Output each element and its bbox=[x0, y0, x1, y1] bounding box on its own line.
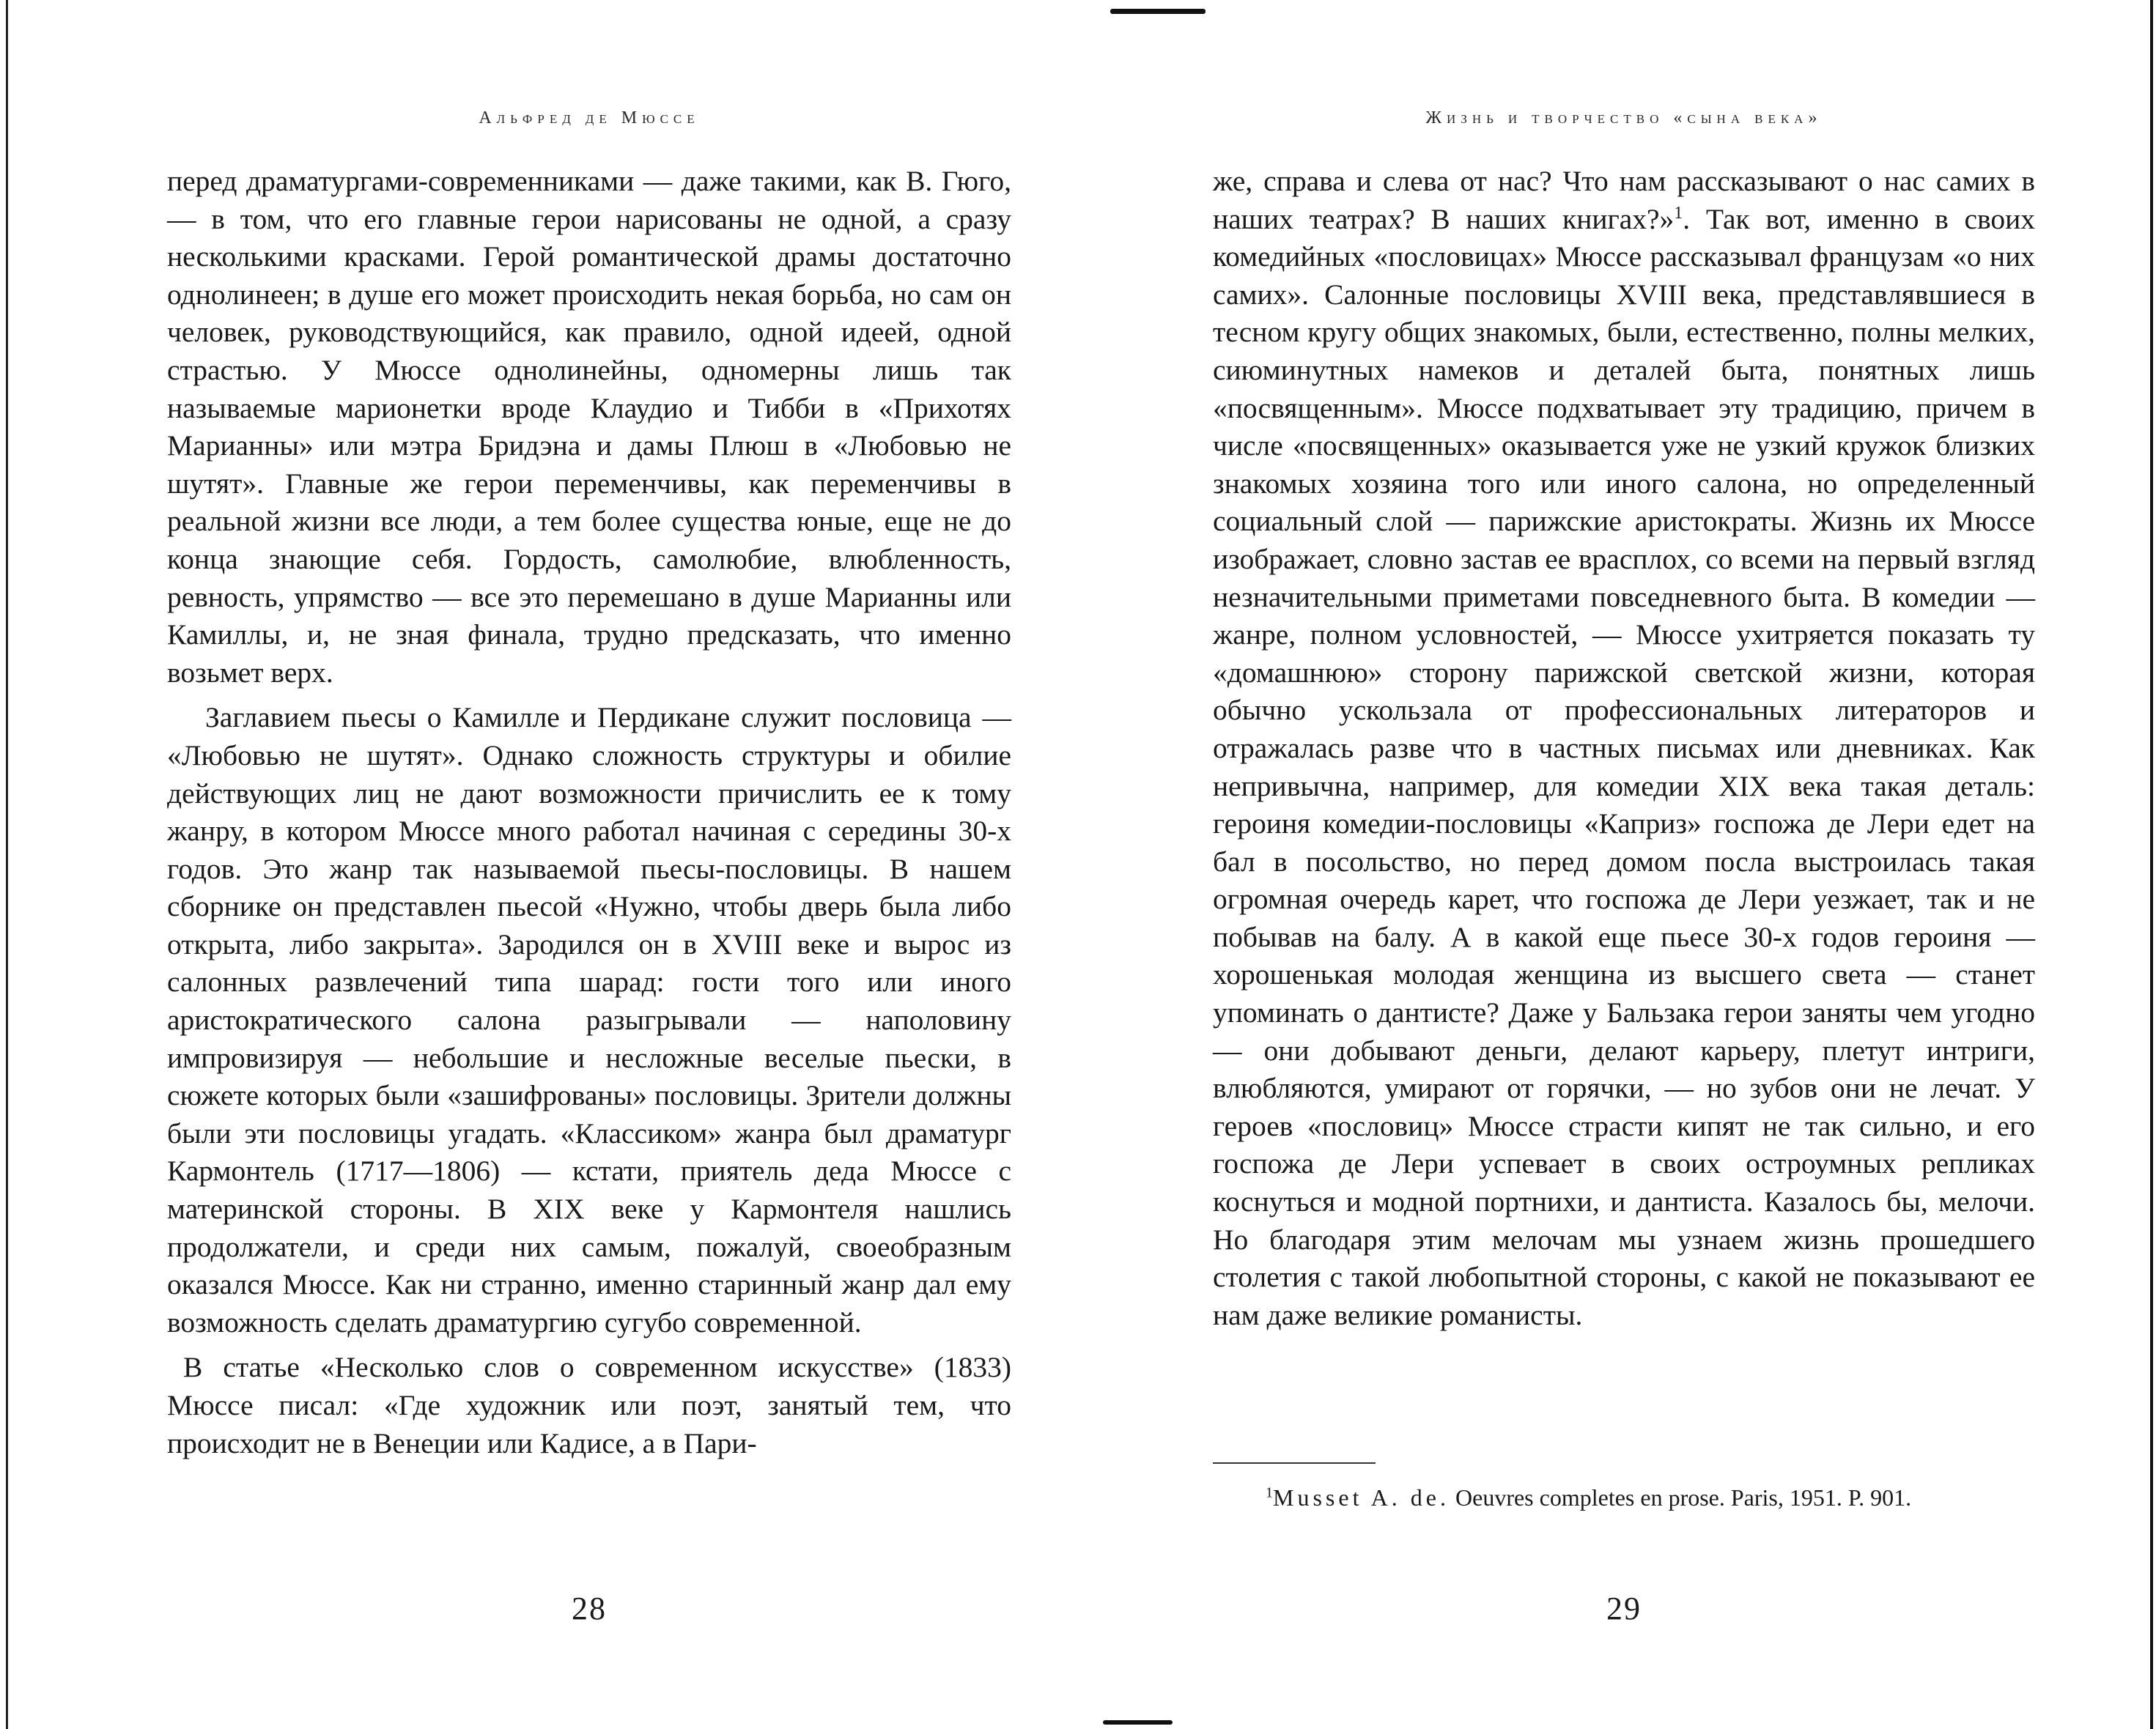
running-head-left: Альфред де Мюссе bbox=[479, 108, 700, 127]
footnote-reference: 1 bbox=[1674, 203, 1683, 223]
paragraph-part: . Так вот, именно в своих комедийных «пословицах» Мюссе рассказывал французам «о них самих». Салонные пословицы XVIII века, представлявшиеся в тесном кругу общих знакомых, были, естественно, полны мелких, сиюминутных намеков и деталей быта, понятных лишь «посвященным». Мюссе подхватывает эту традицию, причем в числе «посвященных» оказывается уже не узкий кружок близких знакомых хозяина того или иного салона, но определенный социальный слой — парижские аристократы. Жизнь их Мюссе изображает, словно застав ее врасплох, со всеми на первый взгляд незначительными приметами повседневного быта. В комедии — жанре, полном условностей, — Мюссе ухитряется показать ту «домашнюю» сторону парижской светской жизни, которая обычно ускользала от профессиональных литераторов и отражалась разве что в частных письмах или дневниках. Как непривычна, например, для комедии XIX века такая деталь: героиня комедии-пословицы «Каприз» госпожа де Лери едет на бал в посольство, но перед домом посла выстроилась такая огромная очередь карет, что госпожа де Лери уезжает, так и не побывав на балу. А в какой еще пьесе 30-х годов героиня — хорошенькая молодая женщина из высшего света — станет упоминать о дантисте? Даже у Бальзака герои заняты чем угодно — они добывают деньги, делают карьеру, плетут интриги, влюбляются, умирают от горячки, — но зубов они не лечат. У героев «пословиц» Мюссе страсти кипят не так сильно, и его госпожа де Лери успевает в своих остроумных репликах коснуться и модной портнихи, и дантиста. Казалось бы, мелочи. Но благодаря этим мелочам мы узнаем жизнь прошедшего столетия с такой любопытной стороны, с какой не показывают ее нам даже великие романисты. bbox=[1213, 202, 2036, 1331]
paragraph: Заглавием пьесы о Камилле и Пердикане служит пословица — «Любовью не шутят». Однако сложность структуры и обилие действующих лиц не дают возможности причислить ее к тому жанру, в котором Мюссе много работал начиная с середины 30-х годов. Это жанр так называемой пьесы-пословицы. В нашем сборнике он представлен пьесой «Нужно, чтобы дверь была либо открыта, либо закрыта». Зародился он в XVIII веке и вырос из салонных развлечений типа шарад: гости того или иного аристократического салона разыгрывали — наполовину импровизируя — небольшие и несложные веселые пьески, в сюжете которых были «зашифрованы» пословицы. Зрители должны были эти пословицы угадать. «Классиком» жанра был драматург Кармонтель (1717—1806) — кстати, приятель деда Мюссе с материнской стороны. В XIX веке у Кармонтеля нашлись продолжатели, и среди них самым, пожалуй, своеобразным оказался Мюссе. Как ни странно, именно старинный жанр дал ему возможность сделать драматургию сугубо современной. bbox=[167, 701, 1011, 1339]
paragraph bbox=[1213, 163, 2035, 1334]
footnote bbox=[1213, 1481, 2035, 1514]
page-edge-right bbox=[2150, 0, 2153, 1729]
footnote-author: Musset A. de. bbox=[1273, 1484, 1450, 1511]
right-page-text bbox=[1213, 163, 2035, 1334]
footnote-divider bbox=[1213, 1462, 1376, 1464]
paragraph: В статье «Несколько слов о современном искусстве» (1833) Мюссе писал: «Где художник или поэт, занятый тем, что происходит не в Венеции или Кадисе, а в Пари- bbox=[167, 1351, 1011, 1459]
running-head-right: Жизнь и творчество «сына века» bbox=[1425, 108, 1823, 127]
footnote-text: Oeuvres completes en prose. Paris, 1951. P. 901. bbox=[1450, 1484, 1912, 1511]
scan-mark-top bbox=[1110, 9, 1206, 14]
scan-mark-bottom bbox=[1103, 1720, 1173, 1725]
paragraph: перед драматургами-современниками — даже такими, как В. Гюго, — в том, что его главные герои нарисованы не одной, а сразу несколькими красками. Герой романтической драмы достаточно однолинеен; в душе его может происходить некая борьба, но сам он человек, руководствующийся, как правило, одной идеей, одной страстью. У Мюссе однолинейны, одномерны лишь так называемые марионетки вроде Клаудио и Тибби в «Прихотях Марианны» или мэтра Бридэна и дамы Плюш в «Любовью не шутят». Главные же герои переменчивы, как переменчивы в реальной жизни все люди, а тем более существа юные, еще не до конца знающие себя. Гордость, самолюбие, влюбленность, ревность, упрямство — все это перемешано в душе Марианны или Камиллы, и, не зная финала, трудно предсказать, что именно возьмет верх. bbox=[167, 165, 1011, 689]
paragraph-part: же, справа и слева от нас? Что нам рассказывают о нас самих в наших театрах? В наших книгах?» bbox=[1213, 165, 2035, 235]
footnote-mark: 1 bbox=[1266, 1484, 1273, 1501]
page-number-left: 28 bbox=[572, 1591, 607, 1626]
left-page-text bbox=[167, 163, 1011, 1462]
page-number-right: 29 bbox=[1606, 1591, 1642, 1626]
page-edge-left bbox=[6, 0, 8, 1729]
